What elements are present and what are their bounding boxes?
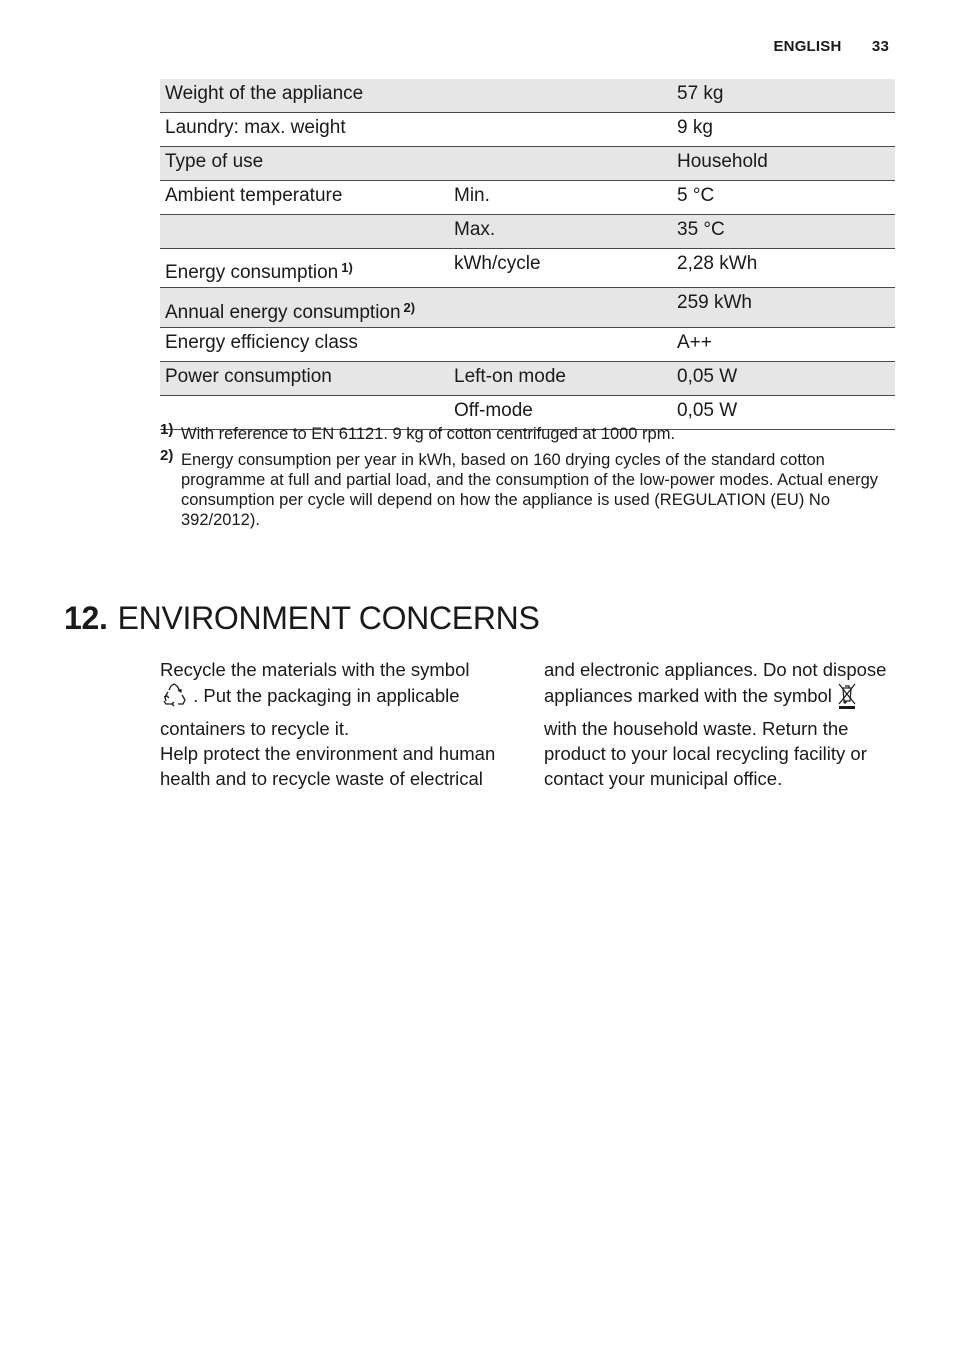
footnote-text: With reference to EN 61121. 9 kg of cotton centrifuged at 1000 rpm. (181, 425, 676, 443)
row-value: 9 kg (672, 113, 895, 147)
row-label: Ambient temperature (160, 181, 449, 215)
row-sub (449, 328, 672, 362)
section-number: 12. (64, 600, 108, 636)
header-language: ENGLISH (773, 38, 842, 55)
text-segment: Help protect the environment and human health and to recycle waste of electrical (160, 743, 496, 789)
table-row (160, 79, 895, 113)
row-label (160, 215, 449, 249)
footnote-ref: 1) (341, 260, 353, 275)
row-value: 0,05 W (672, 362, 895, 396)
row-sub (449, 79, 672, 113)
table-row (160, 328, 895, 362)
paragraph (160, 657, 510, 791)
row-value: A++ (672, 328, 895, 362)
row-sub: Min. (449, 181, 672, 215)
footnote-ref: 2) (403, 300, 416, 315)
row-value: 259 kWh (672, 288, 895, 328)
footnote (160, 421, 900, 444)
row-sub: kWh/cycle (449, 249, 672, 288)
row-sub (449, 147, 672, 181)
text-segment: Recycle the materials with the symbol (160, 659, 470, 680)
table-row (160, 215, 895, 249)
table-row (160, 288, 895, 328)
row-sub: Max. (449, 215, 672, 249)
row-value: 35 °C (672, 215, 895, 249)
row-value: 5 °C (672, 181, 895, 215)
row-label: Type of use (160, 147, 449, 181)
section-title: ENVIRONMENT CONCERNS (117, 600, 540, 636)
row-sub (449, 288, 672, 328)
table-row (160, 249, 895, 288)
text-segment: with the household waste. Return the product to your local recycling facility or contact your municipal office. (544, 718, 867, 789)
paragraph (544, 657, 894, 791)
row-value: Household (672, 147, 895, 181)
row-label: Laundry: max. weight (160, 113, 449, 147)
section-heading (64, 600, 540, 637)
crossed-out-bin-icon (837, 682, 857, 716)
footnote (160, 447, 900, 530)
row-label: Energy efficiency class (160, 328, 449, 362)
row-sub: Left-on mode (449, 362, 672, 396)
footnote-marker: 2) (160, 447, 174, 464)
table-row (160, 181, 895, 215)
table-row (160, 113, 895, 147)
table-row (160, 362, 895, 396)
page-header (773, 38, 889, 55)
footnotes (160, 421, 900, 536)
footnote-marker: 1) (160, 421, 174, 438)
row-label: Annual energy consumption (165, 302, 401, 323)
table-row (160, 147, 895, 181)
row-value: 2,28 kWh (672, 249, 895, 288)
section-left-column (160, 657, 510, 791)
row-label: Weight of the appliance (160, 79, 449, 113)
row-sub (449, 113, 672, 147)
recycle-icon (160, 682, 188, 716)
page-number: 33 (871, 38, 889, 55)
text-segment: and electronic appliances. Do not dispose appliances marked with the symbol (544, 659, 887, 706)
row-label-cell (160, 249, 449, 288)
text-segment: . Put the packaging in applicable containers to recycle it. (160, 685, 460, 739)
row-value: 0,05 W (672, 396, 895, 430)
row-label: Energy consumption (165, 262, 339, 283)
section-right-column (544, 657, 894, 791)
footnote-text: Energy consumption per year in kWh, based on 160 drying cycles of the standard cotton programme at full and partial load, and the consumption of the low-power modes. Actual energy consumption per cycle will depend on how the appliance is used (REGULATION (EU) No 392/2012). (181, 451, 879, 529)
row-label-cell (160, 288, 449, 328)
row-value: 57 kg (672, 79, 895, 113)
row-label: Power consumption (160, 362, 449, 396)
row-sub: Off-mode (449, 396, 672, 430)
technical-data-table (160, 79, 895, 430)
